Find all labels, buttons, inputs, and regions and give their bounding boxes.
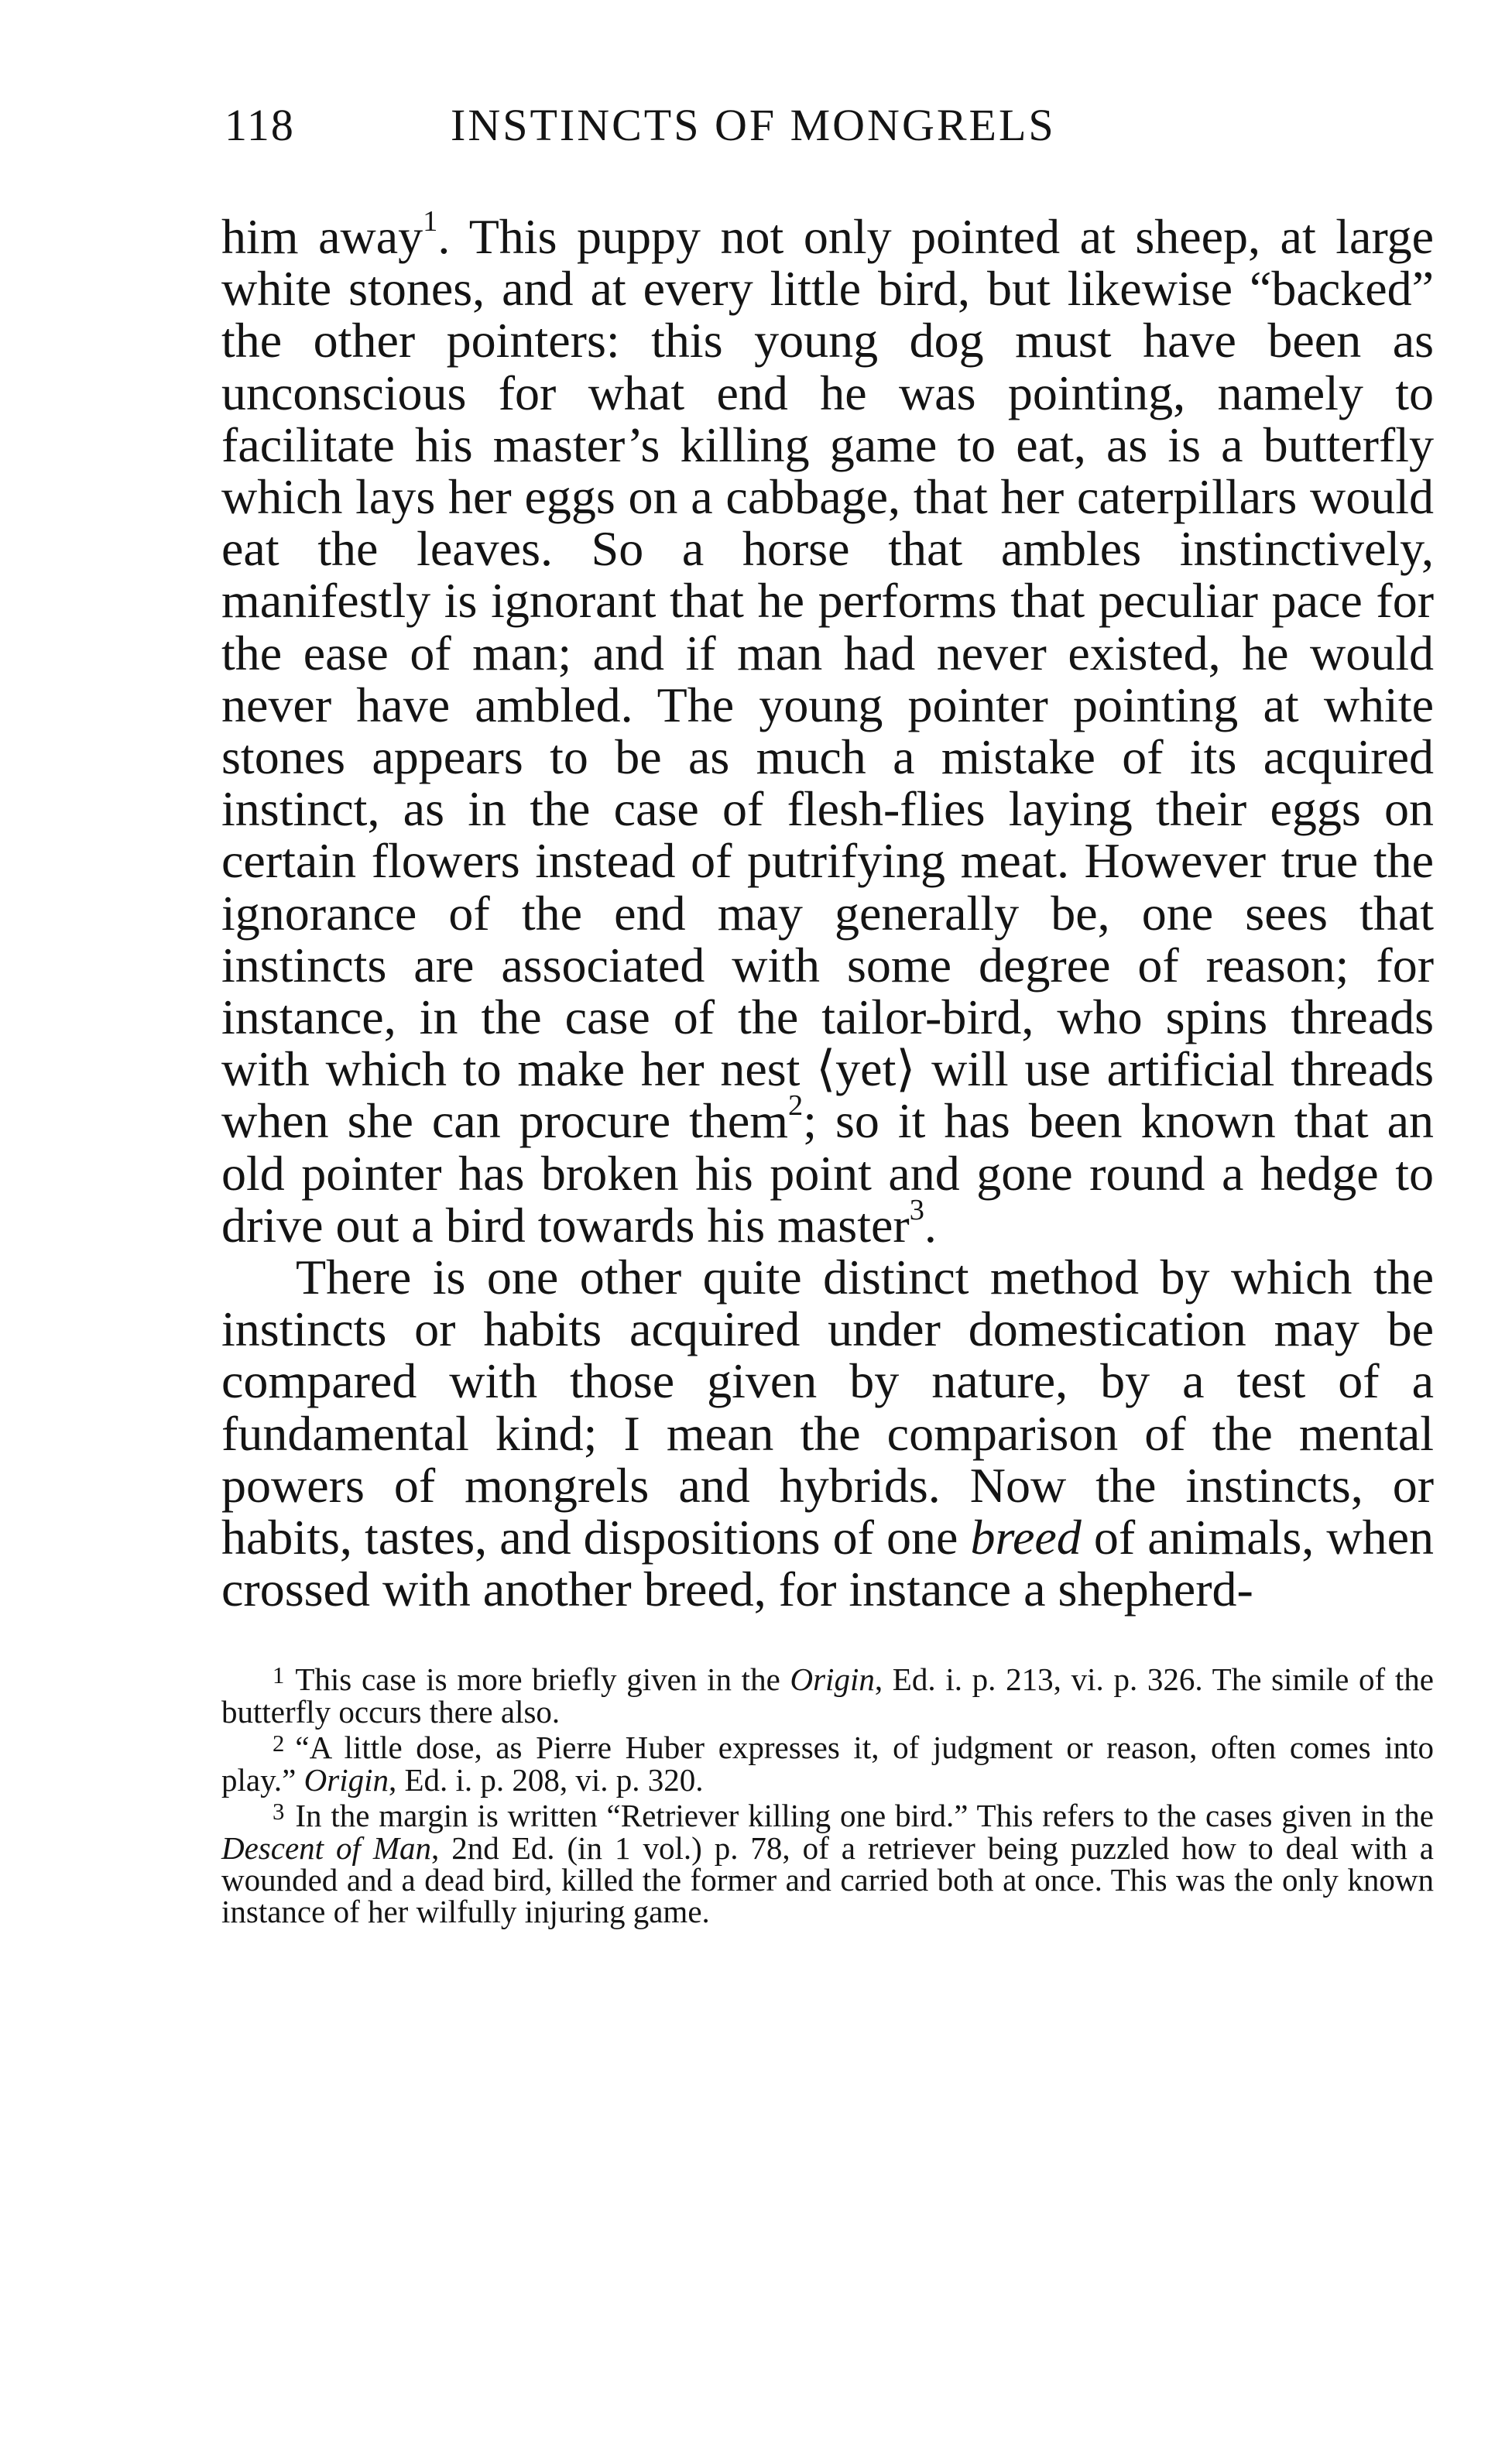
footnote-3-marker: 3 bbox=[273, 1798, 285, 1826]
footnote-1-marker: 1 bbox=[273, 1662, 285, 1689]
footnote-3 bbox=[221, 1796, 1434, 1928]
page-number: 118 bbox=[225, 100, 295, 150]
footnote-3-text-a: In the margin is written “Retriever killing one bird.” This refers to the cases given in the bbox=[295, 1798, 1434, 1834]
paragraph-2-text-a: There is one other quite distinct method by which the instincts or habits acquired under domestication may be compared with those given by nature, by a test of a fundamental kind; I mean the comparison of the mental powers of mongrels and hybrids. Now the instincts, or habits, tastes, and dispositions of one bbox=[221, 1250, 1434, 1565]
paragraph-1-text-d: . bbox=[924, 1197, 937, 1253]
footnote-3-text-b: , 2nd Ed. (in 1 vol.) p. 78, of a retriever being puzzled how to deal with a wounded and a dead bird, killed the former and carried both at once. This was the only known instance of her wilfully injuring game. bbox=[221, 1829, 1434, 1930]
paragraph-1 bbox=[221, 205, 1435, 1253]
paragraph-1-text-a: him away bbox=[221, 209, 423, 264]
body-text bbox=[221, 205, 1435, 1617]
footnote-ref-3: 3 bbox=[909, 1194, 924, 1227]
footnote-1 bbox=[221, 1660, 1434, 1728]
footnote-2-text-a: “A little dose, as Pierre Huber expresses it, of judgment or reason, often comes into play.” bbox=[221, 1730, 1434, 1798]
footnote-3-emphasis: Descent of Man bbox=[221, 1829, 432, 1866]
footnote-2-marker: 2 bbox=[273, 1730, 285, 1757]
footnote-2-text-b: , Ed. i. p. 208, vi. p. 320. bbox=[388, 1761, 704, 1798]
running-head bbox=[221, 91, 1434, 163]
footnote-1-text-a: This case is more briefly given in the bbox=[295, 1661, 790, 1698]
footnote-ref-2: 2 bbox=[788, 1089, 804, 1123]
paragraph-1-text-c: ; so it has been known that an old pointer has broken his point and gone round a hedge to drive out a bird towards his master bbox=[221, 1093, 1435, 1253]
footnotes bbox=[221, 1660, 1434, 1928]
paragraph-1-text-b: . This puppy not only pointed at sheep, at large white stones, and at every little bird, but likewise “backed” the other pointers: this young dog must have been as unconscious for what end he was pointing, namely to facilitate his master’s killing game to eat, as is a butterfly which lays her eggs on a cabbage, that her caterpillars would eat the leaves. So a horse that ambles instinctively, manifestly is ignorant that he performs that peculiar pace for the ease of man; and if man had never existed, he would never have ambled. The young pointer pointing at white stones appears to be as much a mistake of its acquired instinct, as in the case of flesh-flies laying their eggs on certain flowers instead of putrifying meat. However true the ignorance of the end may generally be, one sees that instincts are associated with some degree of reason; for instance, in the case of the tailor-bird, who spins threads with which to make her nest ⟨yet⟩ will use artificial threads when she can procure them bbox=[221, 209, 1435, 1149]
book-page bbox=[221, 91, 1434, 1929]
footnote-1-emphasis: Origin bbox=[790, 1661, 875, 1698]
footnote-1-text-b: , Ed. i. p. 213, vi. p. 326. The simile of the butterfly occurs there also. bbox=[221, 1661, 1434, 1730]
running-title: INSTINCTS OF MONGRELS bbox=[451, 100, 1056, 150]
paragraph-2-text-b: of animals, when crossed with another breed, for instance a shepherd- bbox=[221, 1510, 1435, 1617]
footnote-2-emphasis: Origin bbox=[303, 1761, 389, 1798]
paragraph-2-emphasis: breed bbox=[970, 1510, 1082, 1565]
footnote-2 bbox=[221, 1728, 1434, 1796]
paragraph-2 bbox=[221, 1251, 1434, 1615]
footnote-ref-1: 1 bbox=[423, 205, 438, 238]
